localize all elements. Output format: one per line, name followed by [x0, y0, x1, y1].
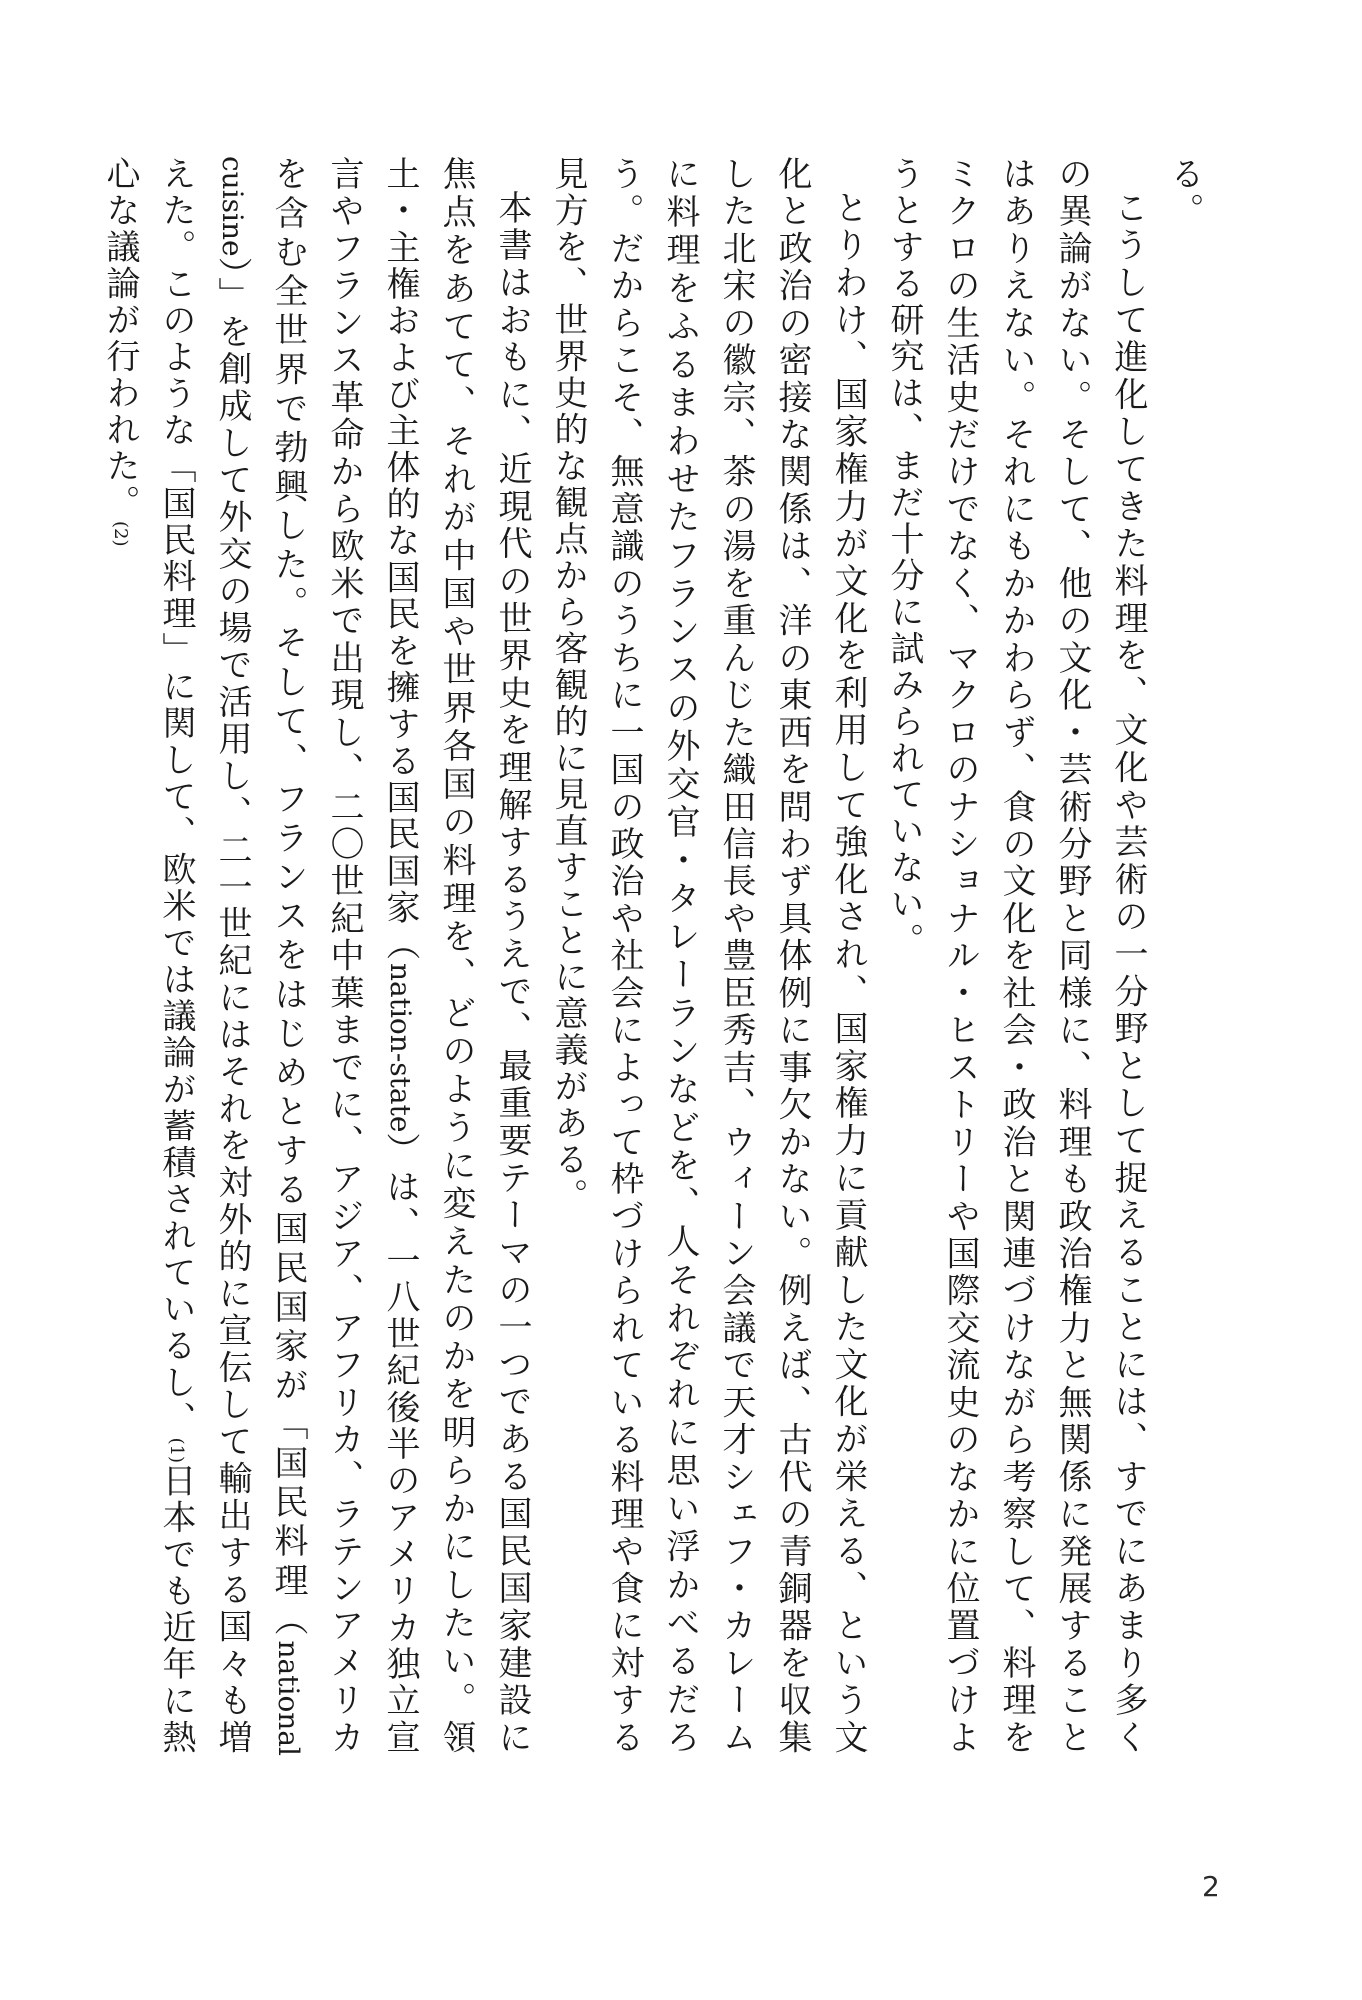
note-ref-1[interactable]: (1) — [166, 1437, 187, 1464]
paragraph-cuisine-as-culture: こうして進化してきた料理を、文化や芸術の一分野として捉えることには、すでにあまり多くの異論がない。そして、他の文化・芸術分野と同様に、料理も政治権力と無関係に発展することはありえない。それにもかかわらず、食の文化を社会・政治と関連づけながら考察して、料理をミクロの生活史だけでなく、マクロのナショナル・ヒストリーや国際交流史のなかに位置づけようとする研究は、まだ十分に試みられていない。 — [884, 156, 1148, 1756]
note-ref-2[interactable]: (2) — [110, 521, 131, 547]
paragraph-nation-state-theme: 本書はおもに、近現代の世界史を理解するうえで、最重要テーマの一つである国民国家建設に焦点をあてて、それが中国や世界各国の料理を、どのように変えたのかを明らかにしたい。領土・主権および主体的な国民を擁する国民国家（nation-state）は、一八世紀後半のアメリカ独立宣言やフランス革命から欧米で出現し、二〇世紀中葉までに、アジア、アフリカ、ラテンアメリカを含む全世界で勃興した。そして、フランスをはじめとする国民国家が「国民料理（national cuisine）」を創成して外交の場で活用し、二一世紀にはそれを対外的に宣伝して輸出する国々も増えた。このような「国民料理」に関して、欧米では議論が蓄積されているし、(1)日本でも近年に熱心な議論が行われた。(2) — [100, 156, 532, 1756]
latin-term-nation-state: nation-state — [384, 963, 417, 1133]
page-number: 2 — [1202, 1870, 1220, 1903]
latin-term-national-cuisine: national cuisine — [216, 156, 305, 1756]
paragraph-culture-and-politics: とりわけ、国家権力が文化を利用して強化され、国家権力に貢献した文化が栄える、という文化と政治の密接な関係は、洋の東西を問わず具体例に事欠かない。例えば、古代の青銅器を収集した北宋の徽宗、茶の湯を重んじた織田信長や豊臣秀吉、ウィーン会議で天才シェフ・カレームに料理をふるまわせたフランスの外交官・タレーランなどを、人それぞれに思い浮かべるだろう。だからこそ、無意識のうちに一国の政治や社会によって枠づけられている料理や食に対する見方を、世界史的な観点から客観的に見直すことに意義がある。 — [548, 156, 868, 1756]
paragraph-continuation: る。 — [1164, 156, 1204, 229]
body-text — [92, 156, 1212, 1756]
